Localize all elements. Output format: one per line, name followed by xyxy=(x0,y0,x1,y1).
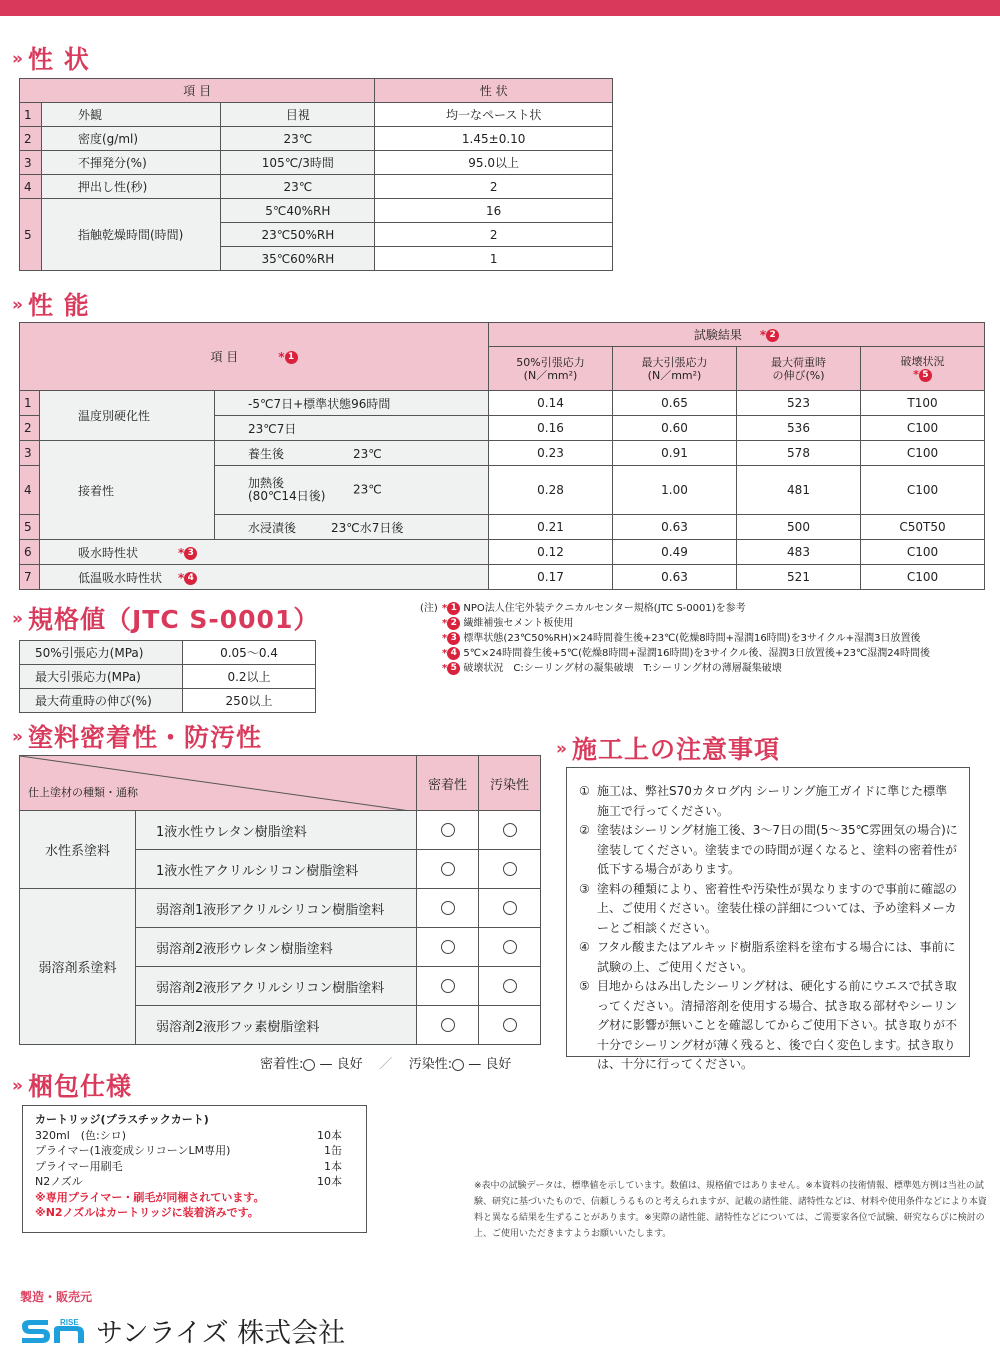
caution-item xyxy=(579,938,959,977)
footnote xyxy=(420,631,930,646)
section-title-caution xyxy=(556,730,780,766)
section-title-packaging xyxy=(12,1067,132,1103)
table-row xyxy=(20,127,613,151)
row-number: 7 xyxy=(20,565,40,590)
group-cell: 接着性 xyxy=(40,441,215,540)
footnote-text: 標準状態(23℃50%RH)×24時間養生後+23℃(乾燥8時間+湿潤16時間)を3サイクル+湿潤3日放置後 xyxy=(463,633,921,644)
adhesion-cell xyxy=(417,889,479,928)
value-cell: 1.45±0.10 xyxy=(375,127,613,151)
chevron-icon: » xyxy=(12,1076,24,1096)
packaging-title: カートリッジ(プラスチックカート) xyxy=(35,1113,209,1126)
table-row xyxy=(20,391,985,416)
value-cell: C100 xyxy=(861,466,985,515)
chevron-icon: » xyxy=(12,727,24,747)
value-cell: 16 xyxy=(375,199,613,223)
condition-text: 養生後 xyxy=(248,446,285,461)
caution-item xyxy=(579,880,959,939)
stain-cell xyxy=(479,967,541,1006)
value-cell: 0.23 xyxy=(489,441,613,466)
condition-cell: 23℃ xyxy=(221,127,375,151)
stain-cell xyxy=(479,889,541,928)
note-badge: 3 xyxy=(184,547,197,560)
col-unit: (N／mm²) xyxy=(523,368,578,382)
row-number: 3 xyxy=(20,441,40,466)
good-circle-icon xyxy=(441,823,455,837)
paint-name: 弱溶剤1液形アクリルシリコン樹脂塗料 xyxy=(136,889,417,928)
header-type-text: 仕上塗材の種類・通称 xyxy=(28,786,138,799)
header-item xyxy=(20,323,489,391)
row-number: 1 xyxy=(20,103,42,127)
item-name: 320ml (色:シロ) xyxy=(35,1128,127,1142)
item-cell xyxy=(40,540,489,565)
section-title-text: 塗料密着性・防汚性 xyxy=(27,723,262,752)
note-badge: 4 xyxy=(447,647,460,660)
paint-name: 1液水性ウレタン樹脂塗料 xyxy=(136,811,417,850)
item-text: 吸水時性状 xyxy=(78,545,139,560)
table-row xyxy=(20,441,985,466)
row-number: 5 xyxy=(20,515,40,540)
company-name: サンライズ 株式会社 xyxy=(96,1318,346,1349)
value-cell: 1 xyxy=(375,247,613,271)
asterisk-icon: * xyxy=(442,633,448,644)
notes-prefix: (注) xyxy=(420,603,438,614)
value-cell: 0.91 xyxy=(613,441,737,466)
legend-good-text: — 良好 xyxy=(319,1057,363,1072)
condition-sub-text: (80℃14日後) xyxy=(248,489,326,503)
asterisk-icon: * xyxy=(442,618,448,629)
table-row xyxy=(20,540,985,565)
value-cell: 0.21 xyxy=(489,515,613,540)
stain-cell xyxy=(479,1006,541,1045)
header-item-text: 項 目 xyxy=(210,350,239,364)
value-cell: 0.16 xyxy=(489,416,613,441)
value-cell: T100 xyxy=(861,391,985,416)
temp-text: 23℃水7日後 xyxy=(331,520,404,535)
header-results-text: 試験結果 xyxy=(693,328,742,342)
caution-box xyxy=(566,767,970,1071)
value-cell: 521 xyxy=(737,565,861,590)
condition-cell: 105℃/3時間 xyxy=(221,151,375,175)
item-cell: 指触乾燥時間(時間) xyxy=(42,199,221,271)
group-cell: 温度別硬化性 xyxy=(40,391,215,441)
good-circle-icon xyxy=(503,823,517,837)
packaging-note: ※専用プライマー・刷毛が同梱されています。 xyxy=(35,1190,265,1204)
col-title: 50%引張応力 xyxy=(516,355,585,369)
footnote-text: 繊維補強セメント板使用 xyxy=(463,618,574,629)
value-cell: 500 xyxy=(737,515,861,540)
packaging-box xyxy=(22,1105,367,1233)
condition-cell: 5℃40%RH xyxy=(221,199,375,223)
stain-cell xyxy=(479,850,541,889)
adhesion-cell xyxy=(417,850,479,889)
stain-cell xyxy=(479,928,541,967)
packaging-item xyxy=(35,1128,356,1144)
item-qty: 10本 xyxy=(317,1175,342,1188)
section-title-paint xyxy=(12,718,262,754)
asterisk-icon: * xyxy=(178,570,185,585)
footnote xyxy=(420,601,930,616)
condition-cell: 23℃50%RH xyxy=(221,223,375,247)
header-adhesion: 密着性 xyxy=(417,756,479,811)
caution-number: ② xyxy=(579,823,590,837)
paint-name: 弱溶剤2液形アクリルシリコン樹脂塗料 xyxy=(136,967,417,1006)
condition-cell xyxy=(215,441,489,466)
row-number: 4 xyxy=(20,175,42,199)
temp-text: 23℃ xyxy=(353,482,382,497)
condition-cell: -5℃7日+標準状態96時間 xyxy=(215,391,489,416)
value-cell: 0.65 xyxy=(613,391,737,416)
value-cell: 0.28 xyxy=(489,466,613,515)
value-cell: 2 xyxy=(375,175,613,199)
caution-text: フタル酸またはアルキッド樹脂系塗料を塗布する場合には、事前に試験の上、ご使用ください。 xyxy=(597,940,956,974)
condition-cell: 目視 xyxy=(221,103,375,127)
value-cell: C100 xyxy=(861,565,985,590)
col-header-50-tensile xyxy=(489,347,613,391)
label-cell: 最大引張応力(MPa) xyxy=(20,665,183,689)
good-circle-icon xyxy=(503,979,517,993)
good-circle-icon xyxy=(503,940,517,954)
table-row xyxy=(20,889,541,928)
caution-item xyxy=(579,821,959,880)
label-cell: 最大荷重時の伸び(%) xyxy=(20,689,183,713)
good-circle-icon xyxy=(303,1059,315,1071)
adhesion-cell xyxy=(417,928,479,967)
item-cell: 密度(g/ml) xyxy=(42,127,221,151)
footnote xyxy=(420,661,930,676)
good-circle-icon xyxy=(441,940,455,954)
item-qty: 10本 xyxy=(317,1128,342,1142)
row-number: 2 xyxy=(20,127,42,151)
good-circle-icon xyxy=(441,1018,455,1032)
condition-cell xyxy=(215,515,489,540)
chevron-icon: » xyxy=(12,609,24,629)
row-number: 1 xyxy=(20,391,40,416)
standard-table xyxy=(19,640,316,713)
asterisk-icon: * xyxy=(278,350,285,364)
item-name: プライマー(1液変成シリコーンLM専用) xyxy=(35,1144,231,1157)
top-accent-bar xyxy=(0,0,1000,16)
note-badge: 3 xyxy=(447,632,460,645)
value-cell: 均一なペースト状 xyxy=(375,103,613,127)
item-cell: 外観 xyxy=(42,103,221,127)
row-number: 4 xyxy=(20,466,40,515)
asterisk-icon: * xyxy=(442,603,448,614)
header-value: 性 状 xyxy=(375,79,613,103)
good-circle-icon xyxy=(452,1059,464,1071)
row-number: 3 xyxy=(20,151,42,175)
caution-text: 目地からはみ出したシーリング材は、硬化する前にウエスで拭き取ってください。清掃溶剤を使用する場合、拭き取る部材やシーリング材に影響が無いことを確認してからご使用下さい。拭き取りが不十分でシーリング材が薄く残ると、後で白く変色します。拭き取りは、十分に行ってください。 xyxy=(597,979,958,1071)
legend-good-text: — 良好 xyxy=(468,1057,512,1072)
good-circle-icon xyxy=(441,979,455,993)
item-name: N2ノズル xyxy=(35,1175,83,1188)
item-cell xyxy=(40,565,489,590)
group-cell: 水性系塗料 xyxy=(20,811,136,889)
caution-text: 塗料の種類により、密着性や汚染性が異なりますので事前に確認の上、ご使用ください。塗装仕様の詳細については、予め塗料メーカーとご相談ください。 xyxy=(597,881,958,935)
asterisk-icon: * xyxy=(759,328,767,342)
value-cell: 0.14 xyxy=(489,391,613,416)
section-title-text: 性 能 xyxy=(27,291,90,320)
value-cell: C100 xyxy=(861,540,985,565)
packaging-item xyxy=(35,1174,356,1190)
item-cell: 不揮発分(%) xyxy=(42,151,221,175)
performance-table xyxy=(19,322,985,590)
col-title: 最大引張応力 xyxy=(641,355,708,369)
col-title: 最大荷重時 xyxy=(771,355,826,369)
adhesion-cell xyxy=(417,811,479,850)
maker-label: 製造・販売元 xyxy=(20,1290,93,1304)
paint-name: 1液水性アクリルシリコン樹脂塗料 xyxy=(136,850,417,889)
footnote-text: NPO法人住宅外装テクニカルセンター規格(JTC S-0001)を参考 xyxy=(463,603,746,614)
value-cell: 0.05〜0.4 xyxy=(183,641,316,665)
footnote-text: 5℃×24時間養生後+5℃(乾燥8時間+湿潤16時間)を3サイクル後、湿潤3日放置後+23℃湿潤24時間後 xyxy=(463,648,930,659)
value-cell: 0.49 xyxy=(613,540,737,565)
paint-table xyxy=(19,755,541,1045)
properties-table xyxy=(19,78,613,271)
legend-adhesion-label: 密着性: xyxy=(260,1057,304,1072)
note-badge: 2 xyxy=(447,617,460,630)
value-cell: C100 xyxy=(861,416,985,441)
note-badge: 1 xyxy=(447,602,460,615)
value-cell: 0.63 xyxy=(613,515,737,540)
sunrise-logo-icon xyxy=(20,1316,90,1346)
caution-item xyxy=(579,977,959,1075)
company-logo xyxy=(20,1311,345,1350)
table-row xyxy=(20,665,316,689)
value-cell: 481 xyxy=(737,466,861,515)
note-badge: 2 xyxy=(766,329,779,342)
logo-text: RISE xyxy=(60,1317,79,1327)
col-header-failure xyxy=(861,347,985,391)
chevron-icon: » xyxy=(556,739,568,759)
col-unit: (N／mm²) xyxy=(647,368,702,382)
packaging-item xyxy=(35,1159,356,1175)
header-results xyxy=(489,323,985,347)
chevron-icon: » xyxy=(12,295,24,315)
label-cell: 50%引張応力(MPa) xyxy=(20,641,183,665)
adhesion-cell xyxy=(417,967,479,1006)
col-header-max-tensile xyxy=(613,347,737,391)
good-circle-icon xyxy=(441,901,455,915)
legend-separator: ／ xyxy=(379,1057,393,1072)
col-header-elongation xyxy=(737,347,861,391)
table-row xyxy=(20,811,541,850)
value-cell: 0.2以上 xyxy=(183,665,316,689)
caution-text: 施工は、弊社S70カタログ内 シーリング施工ガイドに準じた標準施工で行ってください。 xyxy=(597,784,948,818)
item-qty: 1缶 xyxy=(324,1144,342,1157)
disclaimer-text: ※表中の試験データは、標準値を示しています。数値は、規格値ではありません。※本資料の技術情報、標準処方例は当社の試験、研究に基づいたもので、信頼しうるものと考えられますが、記載の諸性能、諸特性などは、材料や使用条件などにより本資料と異なる結果を生ずることがあります。※実際の諸性能、諸特性などについては、ご需要家各位で試験、研究ならびに検討の上、ご使用いただきますようお願いいたします。 xyxy=(474,1181,987,1239)
value-cell: 95.0以上 xyxy=(375,151,613,175)
header-stain: 汚染性 xyxy=(479,756,541,811)
packaging-note: ※N2ノズルはカートリッジに装着済みです。 xyxy=(35,1206,259,1219)
temp-text: 23℃ xyxy=(353,446,382,461)
section-title-properties xyxy=(12,40,90,76)
caution-item xyxy=(579,782,959,821)
table-row xyxy=(20,689,316,713)
col-unit: の伸び(%) xyxy=(772,368,825,382)
caution-number: ④ xyxy=(579,940,590,954)
legend-stain-label: 汚染性: xyxy=(408,1057,453,1072)
value-cell: 250以上 xyxy=(183,689,316,713)
condition-cell: 35℃60%RH xyxy=(221,247,375,271)
header-item: 項 目 xyxy=(20,79,375,103)
value-cell: 0.17 xyxy=(489,565,613,590)
chevron-icon: » xyxy=(12,49,24,69)
value-cell: 0.63 xyxy=(613,565,737,590)
section-title-standard xyxy=(12,600,319,636)
group-cell: 弱溶剤系塗料 xyxy=(20,889,136,1045)
condition-cell: 23℃ xyxy=(221,175,375,199)
item-qty: 1本 xyxy=(324,1159,342,1173)
value-cell: 523 xyxy=(737,391,861,416)
note-badge: 5 xyxy=(447,662,460,675)
caution-number: ① xyxy=(579,784,590,798)
section-title-text: 施工上の注意事項 xyxy=(571,735,780,764)
value-cell: 578 xyxy=(737,441,861,466)
value-cell: 0.60 xyxy=(613,416,737,441)
header-type xyxy=(20,756,417,811)
adhesion-cell xyxy=(417,1006,479,1045)
table-row xyxy=(20,641,316,665)
section-title-text: 規格値（JTC S-0001） xyxy=(27,605,320,634)
asterisk-icon: * xyxy=(442,663,448,674)
caution-number: ⑤ xyxy=(579,979,590,993)
diagonal-divider xyxy=(20,756,410,811)
paint-legend xyxy=(260,1053,511,1072)
footnote-text: 破壊状況 C:シーリング材の凝集破壊 T:シーリング材の薄層凝集破壊 xyxy=(463,663,782,674)
caution-text: 塗装はシーリング材施工後、3〜7日の間(5〜35℃雰囲気の場合)に塗装してください。塗装までの時間が遅くなると、塗料の密着性が低下する場合があります。 xyxy=(597,823,958,876)
note-badge: 4 xyxy=(184,572,197,585)
paint-name: 弱溶剤2液形ウレタン樹脂塗料 xyxy=(136,928,417,967)
item-cell: 押出し性(秒) xyxy=(42,175,221,199)
table-row xyxy=(20,175,613,199)
value-cell: 2 xyxy=(375,223,613,247)
value-cell: 0.12 xyxy=(489,540,613,565)
good-circle-icon xyxy=(503,1018,517,1032)
row-number: 5 xyxy=(20,199,42,271)
value-cell: 536 xyxy=(737,416,861,441)
note-badge: 1 xyxy=(285,351,298,364)
condition-text: 水浸漬後 xyxy=(248,520,297,535)
section-title-text: 性 状 xyxy=(27,45,90,74)
note-badge: 5 xyxy=(919,369,932,382)
packaging-item xyxy=(35,1143,356,1159)
good-circle-icon xyxy=(441,862,455,876)
table-row xyxy=(20,151,613,175)
condition-cell xyxy=(215,466,489,515)
good-circle-icon xyxy=(503,862,517,876)
footnotes xyxy=(420,601,930,676)
good-circle-icon xyxy=(503,901,517,915)
value-cell: 483 xyxy=(737,540,861,565)
asterisk-icon: * xyxy=(178,545,185,560)
condition-cell: 23℃7日 xyxy=(215,416,489,441)
table-row xyxy=(20,103,613,127)
footnote xyxy=(420,616,930,631)
row-number: 2 xyxy=(20,416,40,441)
value-cell: 1.00 xyxy=(613,466,737,515)
asterisk-icon: * xyxy=(442,648,448,659)
paint-name: 弱溶剤2液形フッ素樹脂塗料 xyxy=(136,1006,417,1045)
section-title-text: 梱包仕様 xyxy=(27,1072,132,1101)
item-name: プライマー用刷毛 xyxy=(35,1159,123,1173)
condition-text: 加熱後 xyxy=(248,476,285,490)
value-cell: C50T50 xyxy=(861,515,985,540)
table-row xyxy=(20,199,613,223)
asterisk-icon: * xyxy=(913,368,919,382)
footnote xyxy=(420,646,930,661)
stain-cell xyxy=(479,811,541,850)
table-row xyxy=(20,565,985,590)
value-cell: C100 xyxy=(861,441,985,466)
caution-number: ③ xyxy=(579,881,590,896)
row-number: 6 xyxy=(20,540,40,565)
item-text: 低温吸水時性状 xyxy=(78,570,163,585)
col-title: 破壊状況 xyxy=(900,355,945,369)
section-title-performance xyxy=(12,286,90,322)
